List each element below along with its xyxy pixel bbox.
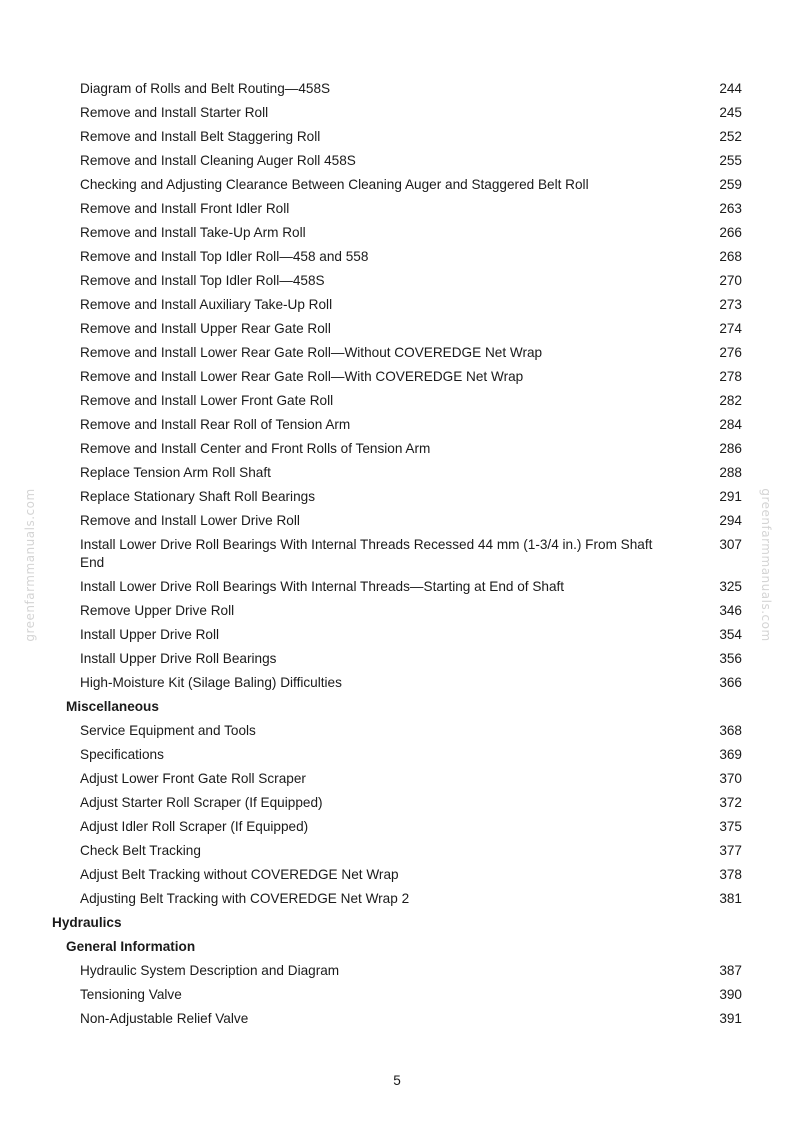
toc-entry-page: 255 xyxy=(719,153,742,168)
toc-entry-title: High-Moisture Kit (Silage Baling) Difficulties xyxy=(80,675,342,690)
toc-entry-title: Remove and Install Lower Rear Gate Roll—With COVEREDGE Net Wrap xyxy=(80,369,524,384)
toc-entry[interactable] xyxy=(80,293,742,317)
toc-entry[interactable] xyxy=(80,389,742,413)
toc-entry-title: Specifications xyxy=(80,747,164,762)
toc-entry-page: 390 xyxy=(719,987,742,1002)
toc-entry-page: 276 xyxy=(719,345,742,360)
toc-entry-page: 286 xyxy=(719,441,742,456)
toc-entry-page: 354 xyxy=(719,627,742,642)
toc-entry-page: 366 xyxy=(719,675,742,690)
toc-entry[interactable] xyxy=(80,791,742,815)
toc-entry-title: Install Upper Drive Roll Bearings xyxy=(80,651,277,666)
toc-entry-title: Adjusting Belt Tracking with COVEREDGE Net Wrap 2 xyxy=(80,891,410,906)
toc-entry-title: Checking and Adjusting Clearance Between Cleaning Auger and Staggered Belt Roll xyxy=(80,177,589,192)
section-heading: Hydraulics xyxy=(52,915,122,930)
toc-entry[interactable] xyxy=(80,77,742,101)
toc-entry[interactable] xyxy=(80,173,742,197)
toc-entry-title: Remove and Install Starter Roll xyxy=(80,105,269,120)
toc-entry[interactable] xyxy=(80,341,742,365)
toc-entry[interactable] xyxy=(80,437,742,461)
toc-entry-page: 244 xyxy=(719,81,742,96)
toc-entry[interactable] xyxy=(80,599,742,623)
toc-entry-title: Check Belt Tracking xyxy=(80,843,201,858)
toc-entry[interactable] xyxy=(80,533,742,575)
toc-entry[interactable] xyxy=(80,413,742,437)
toc-entry[interactable] xyxy=(80,149,742,173)
toc-entry-page: 259 xyxy=(719,177,742,192)
toc-entry-title: Install Lower Drive Roll Bearings With Internal Threads Recessed 44 mm (1-3/4 in.) From Shaft End xyxy=(80,537,653,570)
toc-entry-title: Remove and Install Front Idler Roll xyxy=(80,201,290,216)
toc-entry-title: Remove and Install Top Idler Roll—458 and 558 xyxy=(80,249,369,264)
toc-entry-page: 372 xyxy=(719,795,742,810)
toc-entry-page: 377 xyxy=(719,843,742,858)
toc-entry-title: Remove and Install Upper Rear Gate Roll xyxy=(80,321,331,336)
toc-entry-title: Remove and Install Cleaning Auger Roll 458S xyxy=(80,153,356,168)
toc-entry[interactable] xyxy=(80,863,742,887)
toc-entry[interactable] xyxy=(80,815,742,839)
toc-entry-title: Remove and Install Auxiliary Take-Up Roll xyxy=(80,297,333,312)
toc-entry-page: 288 xyxy=(719,465,742,480)
toc-entry-title: Hydraulic System Description and Diagram xyxy=(80,963,340,978)
toc-entry-page: 378 xyxy=(719,867,742,882)
toc-entry-title: Non-Adjustable Relief Valve xyxy=(80,1011,249,1026)
toc-entry-page: 387 xyxy=(719,963,742,978)
toc-entry-page: 368 xyxy=(719,723,742,738)
toc-entry[interactable] xyxy=(80,317,742,341)
toc-entry[interactable] xyxy=(80,743,742,767)
toc-entry[interactable] xyxy=(80,101,742,125)
toc-entry-page: 369 xyxy=(719,747,742,762)
toc-entry-page: 268 xyxy=(719,249,742,264)
toc-entry[interactable] xyxy=(80,983,742,1007)
toc-entry-page: 346 xyxy=(719,603,742,618)
toc-entry[interactable] xyxy=(80,125,742,149)
toc-entry-title: Adjust Starter Roll Scraper (If Equipped) xyxy=(80,795,323,810)
toc-entry-title: Remove and Install Lower Front Gate Roll xyxy=(80,393,334,408)
toc-entry-page: 284 xyxy=(719,417,742,432)
toc-entry-title: Tensioning Valve xyxy=(80,987,182,1002)
page-number: 5 xyxy=(393,1073,401,1088)
toc-entry[interactable] xyxy=(80,221,742,245)
watermark-right: greenfarmmanuals.com xyxy=(759,488,773,642)
toc-entry-page: 294 xyxy=(719,513,742,528)
toc-entry-title: Remove Upper Drive Roll xyxy=(80,603,235,618)
toc-entry-page: 325 xyxy=(719,579,742,594)
toc-entry[interactable] xyxy=(80,509,742,533)
toc-entry[interactable] xyxy=(80,1007,742,1031)
subsection-heading: General Information xyxy=(66,939,196,954)
toc-entry[interactable] xyxy=(80,197,742,221)
toc-entry-page: 282 xyxy=(719,393,742,408)
toc-entry-page: 266 xyxy=(719,225,742,240)
toc-entry[interactable] xyxy=(80,623,742,647)
toc-entry[interactable] xyxy=(80,959,742,983)
toc-entry-page: 270 xyxy=(719,273,742,288)
toc-entry[interactable] xyxy=(80,839,742,863)
toc-entry-page: 291 xyxy=(719,489,742,504)
toc-entry[interactable] xyxy=(80,485,742,509)
toc-entry-page: 370 xyxy=(719,771,742,786)
toc-entry-page: 263 xyxy=(719,201,742,216)
toc-entry-page: 273 xyxy=(719,297,742,312)
toc-entry-title: Remove and Install Lower Drive Roll xyxy=(80,513,300,528)
toc-entry[interactable] xyxy=(80,671,742,695)
toc-entry-title: Remove and Install Belt Staggering Roll xyxy=(80,129,321,144)
toc-entry[interactable] xyxy=(80,269,742,293)
subsection-heading: Miscellaneous xyxy=(66,699,159,714)
toc-entry-title: Remove and Install Top Idler Roll—458S xyxy=(80,273,325,288)
toc-entry-title: Remove and Install Take-Up Arm Roll xyxy=(80,225,306,240)
table-of-contents xyxy=(0,77,794,1031)
toc-entry-page: 274 xyxy=(719,321,742,336)
toc-entry-title: Service Equipment and Tools xyxy=(80,723,256,738)
toc-entry-title: Diagram of Rolls and Belt Routing—458S xyxy=(80,81,331,96)
toc-entry[interactable] xyxy=(80,647,742,671)
toc-entry-page: 307 xyxy=(719,537,742,552)
toc-entry-title: Install Lower Drive Roll Bearings With Internal Threads—Starting at End of Shaft xyxy=(80,579,565,594)
toc-entry[interactable] xyxy=(80,719,742,743)
toc-entry-page: 356 xyxy=(719,651,742,666)
watermark-left: greenfarmmanuals.com xyxy=(23,488,37,642)
toc-entry-title: Remove and Install Lower Rear Gate Roll—Without COVEREDGE Net Wrap xyxy=(80,345,543,360)
toc-entry[interactable] xyxy=(80,767,742,791)
toc-entry-title: Remove and Install Center and Front Rolls of Tension Arm xyxy=(80,441,431,456)
toc-entry-page: 381 xyxy=(719,891,742,906)
toc-entry-page: 245 xyxy=(719,105,742,120)
toc-entry-title: Adjust Idler Roll Scraper (If Equipped) xyxy=(80,819,309,834)
toc-entry-title: Replace Tension Arm Roll Shaft xyxy=(80,465,271,480)
toc-entry[interactable] xyxy=(80,245,742,269)
toc-entry-title: Replace Stationary Shaft Roll Bearings xyxy=(80,489,315,504)
toc-entry[interactable] xyxy=(80,887,742,911)
toc-entry-page: 391 xyxy=(719,1011,742,1026)
toc-entry-title: Adjust Belt Tracking without COVEREDGE Net Wrap xyxy=(80,867,399,882)
toc-entry[interactable] xyxy=(80,365,742,389)
toc-entry-page: 375 xyxy=(719,819,742,834)
toc-entry-page: 278 xyxy=(719,369,742,384)
toc-entry-title: Install Upper Drive Roll xyxy=(80,627,220,642)
toc-entry[interactable] xyxy=(80,461,742,485)
toc-entry-page: 252 xyxy=(719,129,742,144)
toc-entry-title: Adjust Lower Front Gate Roll Scraper xyxy=(80,771,306,786)
toc-entry[interactable] xyxy=(80,575,742,599)
toc-entry-title: Remove and Install Rear Roll of Tension Arm xyxy=(80,417,351,432)
